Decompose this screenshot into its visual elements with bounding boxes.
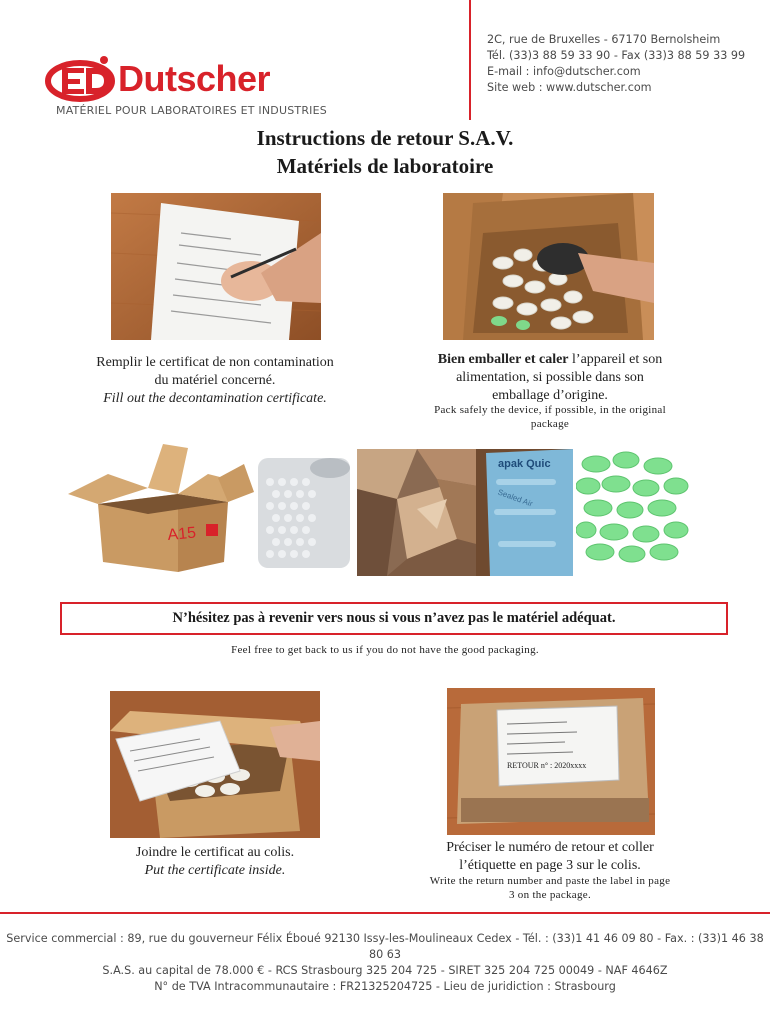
step4-en-line1: Write the return number and paste the label in page bbox=[429, 875, 671, 887]
photo-bubble-wrap bbox=[254, 452, 354, 572]
step2-en-line1: Pack safely the device, if possible, in the original bbox=[434, 404, 666, 416]
photo-labeled-box bbox=[447, 688, 655, 835]
title-line-1: Instructions de retour S.A.V. bbox=[256, 126, 514, 150]
contact-website: Site web : www.dutscher.com bbox=[487, 81, 652, 94]
logo-wordmark: Dutscher bbox=[118, 58, 271, 99]
footer-line-3: N° de TVA Intracommunautaire : FR21325204725 - Lieu de juridiction : Strasbourg bbox=[154, 980, 616, 993]
dutscher-logo-mark bbox=[44, 54, 122, 104]
box-label: A15 bbox=[166, 524, 197, 544]
page-title bbox=[0, 124, 770, 180]
step2-caption bbox=[395, 351, 705, 405]
bag-brand: apak Quic bbox=[498, 458, 551, 470]
header-divider bbox=[469, 0, 471, 120]
step4-caption bbox=[395, 839, 705, 875]
step1-fr-line2: du matériel concerné. bbox=[154, 373, 276, 388]
photo-certificate-in-box bbox=[110, 691, 320, 838]
step2-fr-rest: l’appareil et son bbox=[568, 352, 663, 367]
step4-en-line2: 3 on the package. bbox=[508, 889, 592, 901]
contact-block bbox=[487, 32, 745, 96]
bag-label: Sealed Air bbox=[496, 487, 534, 509]
photo-fill-certificate bbox=[111, 193, 321, 340]
photo-pack-device bbox=[443, 193, 654, 340]
contact-email: E-mail : info@dutscher.com bbox=[487, 65, 641, 78]
footer-divider bbox=[0, 912, 770, 914]
box-return-label: RETOUR n° : 2020xxxx bbox=[507, 761, 587, 770]
photo-green-peanuts bbox=[576, 446, 691, 566]
packaging-notice-box: N’hésitez pas à revenir vers nous si vous n’avez pas le matériel adéquat. bbox=[60, 602, 728, 635]
step3-fr: Joindre le certificat au colis. bbox=[135, 845, 295, 860]
company-logo bbox=[44, 48, 334, 118]
contact-phone: Tél. (33)3 88 59 33 90 - Fax (33)3 88 59 33 99 bbox=[487, 49, 746, 62]
packaging-notice-en: Feel free to get back to us if you do not have the good packaging. bbox=[231, 644, 539, 656]
step2-fr-line3: emballage d’origine. bbox=[492, 388, 608, 403]
step1-en: Fill out the decontamination certificate. bbox=[103, 391, 327, 406]
photo-cardboard-box bbox=[68, 444, 254, 572]
step4-fr-line2: l’étiquette en page 3 sur le colis. bbox=[459, 858, 641, 873]
step3-en: Put the certificate inside. bbox=[144, 863, 286, 878]
step3-caption bbox=[60, 844, 370, 880]
step1-caption bbox=[60, 354, 370, 408]
logo-tagline: MATÉRIEL POUR LABORATOIRES ET INDUSTRIES bbox=[56, 104, 327, 117]
step2-fr-bold: Bien emballer et caler bbox=[437, 352, 569, 367]
photo-air-bag bbox=[476, 449, 573, 576]
step1-fr-line1: Remplir le certificat de non contamination bbox=[96, 355, 334, 370]
step4-en-caption bbox=[395, 874, 705, 902]
step2-en-line2: package bbox=[530, 418, 570, 430]
photo-kraft-paper bbox=[357, 449, 495, 576]
footer-line-1: Service commercial : 89, rue du gouverneur Félix Éboué 92130 Issy-les-Moulineaux Cedex - Tél. : (33)1 41 46 09 80 - Fax. : (33)1 46 38 80 63 bbox=[6, 932, 764, 961]
contact-address: 2C, rue de Bruxelles - 67170 Bernolsheim bbox=[487, 33, 721, 46]
step4-fr-line1: Préciser le numéro de retour et coller bbox=[446, 840, 654, 855]
title-line-2: Matériels de laboratoire bbox=[276, 154, 494, 178]
step2-en-caption bbox=[395, 403, 705, 431]
company-footer bbox=[0, 931, 770, 995]
step2-fr-line2: alimentation, si possible dans son bbox=[456, 370, 644, 385]
footer-line-2: S.A.S. au capital de 78.000 € - RCS Strasbourg 325 204 725 - SIRET 325 204 725 00049 - NAF 4646Z bbox=[102, 964, 668, 977]
